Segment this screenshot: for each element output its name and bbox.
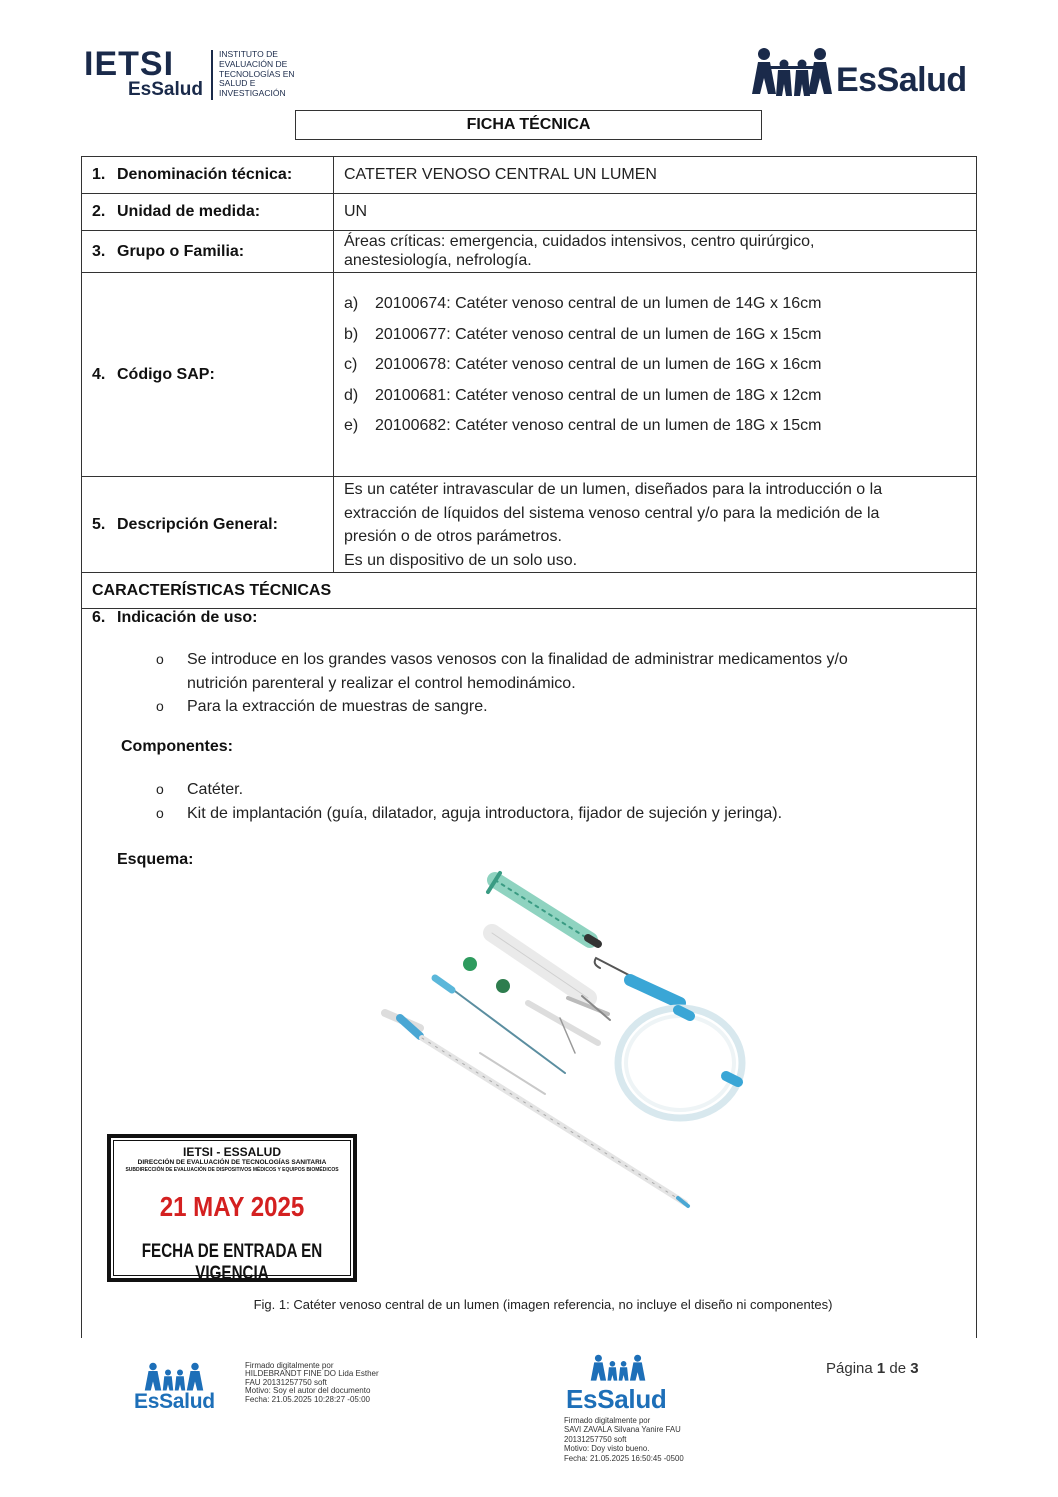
row-label: [82, 194, 334, 230]
list-text: 20100678: Catéter venoso central de un lumen de 16G x 16cm: [375, 356, 822, 374]
ietsi-line: INSTITUTO DE: [219, 49, 278, 59]
bullet-icon: o: [156, 781, 164, 797]
bullet-icon: o: [156, 804, 164, 821]
stamp-line: DIRECCIÓN DE EVALUACIÓN DE TECNOLOGÍAS SANITARIA: [137, 1159, 327, 1166]
list-item: [344, 355, 976, 386]
family-icon: [144, 1362, 204, 1392]
row-label: [82, 477, 334, 572]
value-line: Áreas críticas: emergencia, cuidados intensivos, centro quirúrgico,: [344, 233, 815, 250]
signature-line: 20131257750 soft: [564, 1434, 627, 1444]
list-letter: d): [344, 386, 359, 404]
row-label-text: Grupo o Familia:: [117, 242, 245, 260]
table-row-codigo-sap: [81, 272, 977, 476]
signature-line: HILDEBRANDT FINE DO Lida Esther: [245, 1369, 379, 1379]
divider: [81, 1336, 977, 1337]
list-item: [344, 386, 976, 417]
footer-logo-center: [566, 1352, 670, 1416]
stamp-inner-border: [113, 1140, 351, 1284]
ietsi-logo-text: [219, 50, 319, 99]
footer-logo-word: EsSalud: [134, 1390, 215, 1413]
table-row-denominacion: [81, 156, 977, 193]
schema-title: Esquema:: [117, 851, 194, 868]
list-item: [344, 294, 976, 325]
page-number: [826, 1360, 919, 1377]
row-value: [334, 231, 976, 272]
row-number: 5.: [92, 515, 106, 533]
family-icon: [590, 1352, 646, 1384]
list-item: [82, 695, 978, 719]
indications-list: [82, 648, 978, 719]
value-line: presión o de otros parámetros.: [344, 528, 562, 545]
indications-title: [92, 609, 257, 627]
list-item: [82, 778, 978, 802]
row-label-text: Código SAP:: [117, 365, 215, 383]
signature-line: Fecha: 21.05.2025 16:50:45 -0500: [564, 1453, 684, 1463]
ietsi-logo-word: IETSI: [84, 45, 175, 83]
signature-line: Firmado digitalmente por: [245, 1361, 334, 1370]
signature-line: Motivo: Soy el autor del documento: [245, 1386, 371, 1396]
indications-number: 6.: [92, 609, 106, 626]
row-value: [334, 477, 976, 572]
row-label-text: Descripción General:: [117, 515, 278, 533]
list-text: 20100674: Catéter venoso central de un lumen de 14G x 16cm: [375, 295, 822, 312]
bullet-icon: o: [156, 651, 164, 667]
stamp-line: SUBDIRECCIÓN DE EVALUACIÓN DE DISPOSITIVOS MÉDICOS Y EQUIPOS BIOMÉDICOS: [125, 1167, 339, 1173]
list-text: 20100681: Catéter venoso central de un lumen de 18G x 12cm: [375, 386, 822, 404]
value-line: Es un catéter intravascular de un lumen, diseñados para la introducción o la: [344, 481, 883, 498]
row-label: [82, 273, 334, 476]
page-total: 3: [910, 1360, 919, 1377]
list-item: [82, 648, 978, 672]
stamp-line: IETSI - ESSALUD: [182, 1145, 281, 1159]
table-row-descripcion: [81, 476, 977, 572]
page-current: 1: [876, 1360, 886, 1377]
list-letter: b): [344, 325, 359, 343]
essalud-logo: [752, 46, 982, 102]
page-prefix: Página: [826, 1360, 877, 1377]
list-text: Kit de implantación (guía, dilatador, aguja introductora, fijador de sujeción y jeringa).: [187, 804, 783, 822]
row-number: 2.: [92, 203, 106, 220]
section-title: CARACTERÍSTICAS TÉCNICAS: [92, 582, 332, 599]
list-text: nutrición parenteral y realizar el control hemodinámico.: [187, 674, 576, 692]
list-text: Se introduce en los grandes vasos venosos con la finalidad de administrar medicamentos y/o: [187, 651, 848, 668]
stamp-date: 21 MAY 2025: [159, 1191, 305, 1222]
document-title: FICHA TÉCNICA: [295, 110, 762, 140]
ietsi-line: SALUD E: [219, 78, 256, 89]
list-item-continuation: [82, 672, 978, 696]
row-value: UN: [344, 203, 368, 220]
ietsi-line: EVALUACIÓN DE: [219, 58, 288, 69]
catheter-kit-image: [360, 868, 760, 1228]
row-number: 3.: [92, 242, 106, 260]
value-line: Es un dispositivo de un solo uso.: [344, 551, 578, 569]
validity-stamp: [107, 1134, 357, 1282]
signature-line: Fecha: 21.05.2025 10:28:27 -05:00: [245, 1394, 370, 1404]
value-line: extracción de líquidos del sistema venoso central y/o para la medición de la: [344, 504, 880, 522]
ietsi-line: TECNOLOGÍAS EN: [219, 68, 295, 79]
list-text: 20100677: Catéter venoso central de un lumen de 16G x 15cm: [375, 325, 822, 343]
sap-code-list: [344, 273, 976, 447]
row-label-text: Unidad de medida:: [117, 203, 261, 220]
components-list: [82, 778, 978, 825]
table-row-grupo: [81, 230, 977, 272]
list-item: [344, 416, 976, 447]
footer-logo-word: EsSalud: [566, 1384, 667, 1414]
signature-line: Motivo: Doy visto bueno.: [564, 1444, 650, 1454]
table-row-unidad: [81, 193, 977, 230]
ietsi-logo: [84, 46, 314, 104]
ietsi-logo-divider: [211, 50, 213, 100]
signature-line: Firmado digitalmente por: [564, 1416, 651, 1425]
page-mid: de: [885, 1360, 911, 1377]
list-text: Catéter.: [187, 781, 244, 798]
row-number: 1.: [92, 166, 106, 183]
row-number: 4.: [92, 365, 106, 383]
ietsi-line: INVESTIGACIÓN: [219, 88, 286, 99]
components-title: Componentes:: [121, 738, 233, 755]
ietsi-logo-sub: EsSalud: [128, 79, 203, 100]
family-icon: [752, 46, 832, 100]
list-text: Para la extracción de muestras de sangre.: [187, 698, 488, 715]
list-text: 20100682: Catéter venoso central de un lumen de 18G x 15cm: [375, 417, 822, 435]
digital-signature-2: [564, 1416, 724, 1463]
bullet-icon: o: [156, 698, 164, 714]
row-label-text: Denominación técnica:: [117, 166, 293, 183]
indications-title-text: Indicación de uso:: [117, 609, 258, 626]
table-row-section-head: [81, 572, 977, 609]
signature-line: FAU 20131257750 soft: [245, 1377, 327, 1387]
signature-line: SAVI ZAVALA Silvana Yanire FAU: [564, 1425, 681, 1435]
row-label: [82, 157, 334, 193]
value-line: anestesiología, nefrología.: [344, 252, 532, 269]
footer-logo-left: [134, 1362, 216, 1418]
digital-signature-1: [245, 1362, 405, 1404]
list-item: [344, 325, 976, 356]
row-label: [82, 231, 334, 272]
list-letter: c): [344, 356, 358, 374]
stamp-label: FECHA DE ENTRADA EN VIGENCIA: [141, 1241, 323, 1284]
list-letter: e): [344, 417, 359, 435]
row-value: CATETER VENOSO CENTRAL UN LUMEN: [344, 166, 657, 183]
list-letter: a): [344, 295, 359, 312]
row-value: [334, 273, 976, 476]
figure-caption: Fig. 1: Catéter venoso central de un lumen (imagen referencia, no incluye el diseño ni componentes): [253, 1297, 833, 1312]
essalud-logo-word: EsSalud: [836, 61, 967, 99]
list-item: [82, 802, 978, 826]
